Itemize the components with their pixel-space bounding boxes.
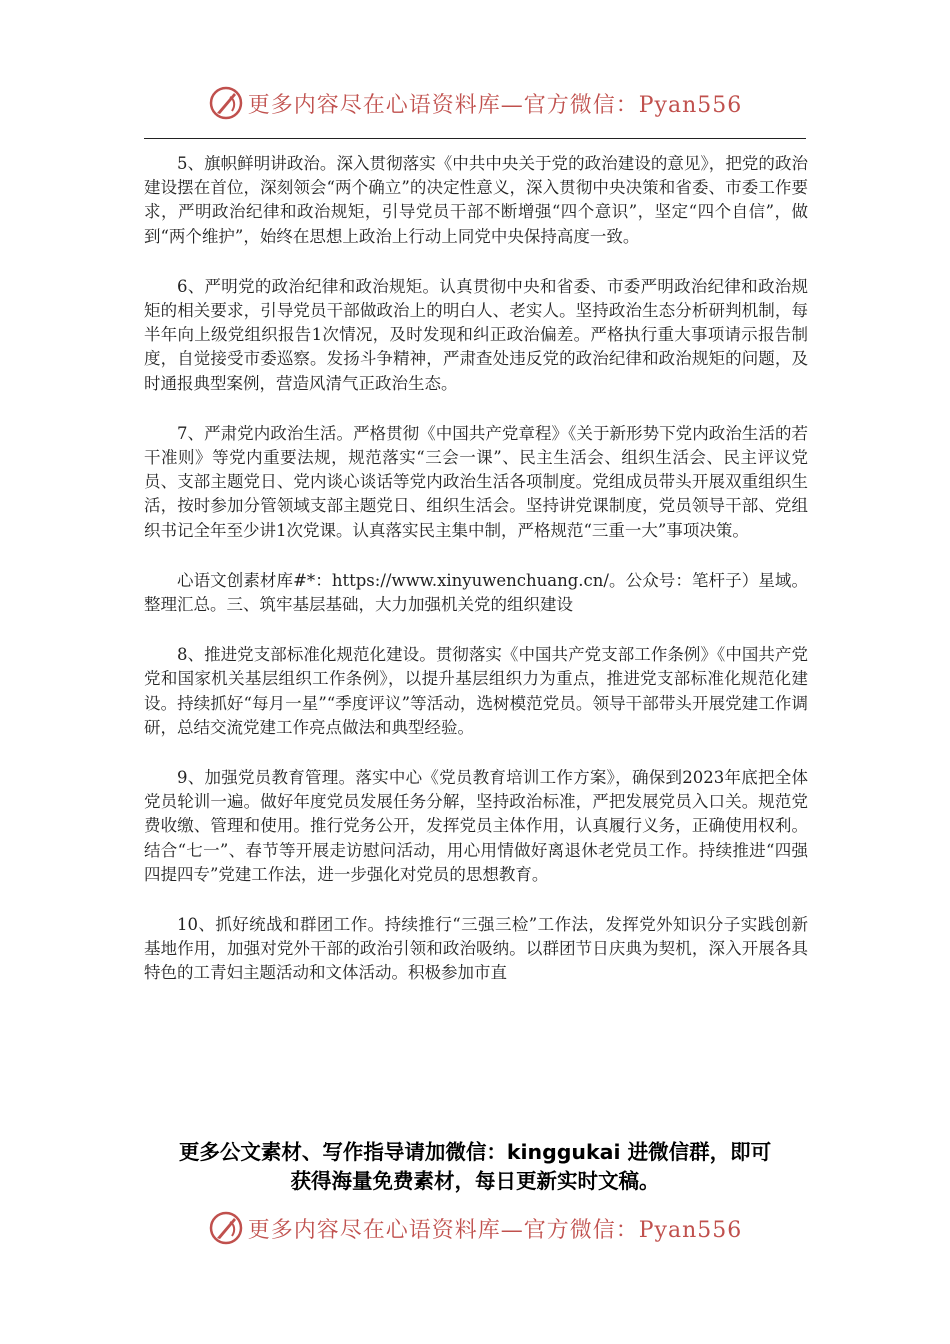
header-watermark (0, 83, 950, 123)
paragraph-9: 9、加强党员教育管理。落实中心《党员教育培训工作方案》，确保到2023年底把全体党员轮训一遍。做好年度党员发展任务分解，坚持政治标准，严把发展党员入口关。规范党费收缴、管理和使用。推行党务公开，发挥党员主体作用，认真履行义务，正确使用权利。结合“七一”、春节等开展走访慰问活动，用心用情做好离退休老党员工作。持续推进“四强四提四专”党建工作法，进一步强化对党员的思想教育。 (144, 768, 808, 884)
footer-promo (120, 1138, 830, 1196)
header-divider (144, 138, 806, 139)
paragraph-8: 8、推进党支部标准化规范化建设。贯彻落实《中国共产党支部工作条例》《中国共产党党和国家机关基层组织工作条例》，以提升基层组织力为重点，推进党支部标准化规范化建设。持续抓好“每月一星”“季度评议”等活动，选树模范党员。领导干部带头开展党建工作调研，总结交流党建工作亮点做法和典型经验。 (144, 645, 808, 737)
footer-line-2: 获得海量免费素材，每日更新实时文稿。 (290, 1169, 660, 1193)
footer-line-1: 更多公文素材、写作指导请加微信：kinggukai 进微信群，即可 (178, 1140, 772, 1164)
footer-banner-text: 更多内容尽在心语资料库—官方微信：Pyan556 (247, 1217, 743, 1243)
quill-logo-icon (208, 85, 244, 121)
document-body (144, 152, 808, 986)
paragraph-7: 7、严肃党内政治生活。严格贯彻《中国共产党章程》《关于新形势下党内政治生活的若干准则》等党内重要法规，规范落实“三会一课”、民主生活会、组织生活会、民主评议党员、支部主题党日、党内谈心谈话等党内政治生活各项制度。党组成员带头开展双重组织生活，按时参加分管领域支部主题党日、组织生活会。坚持讲党课制度，党员领导干部、党组织书记全年至少讲1次党课。认真落实民主集中制，严格规范“三重一大”事项决策。 (144, 423, 808, 540)
quill-logo-icon (208, 1210, 244, 1246)
source-note-paragraph: 心语文创素材库#*：https://www.xinyuwenchuang.cn/。公众号：笔杆子）星域。整理汇总。三、筑牢基层基础，大力加强机关党的组织建设 (144, 570, 808, 615)
header-banner-text: 更多内容尽在心语资料库—官方微信：Pyan556 (247, 92, 743, 118)
paragraph-6: 6、严明党的政治纪律和政治规矩。认真贯彻中央和省委、市委严明政治纪律和政治规矩的相关要求，引导党员干部做政治上的明白人、老实人。坚持政治生态分析研判机制，每半年向上级党组织报告1次情况，及时发现和纠正政治偏差。严格执行重大事项请示报告制度，自觉接受市委巡察。发扬斗争精神，严肃查处违反党的政治纪律和政治规矩的问题，及时通报典型案例，营造风清气正政治生态。 (144, 276, 808, 393)
footer-watermark (0, 1208, 950, 1248)
paragraph-5: 5、旗帜鲜明讲政治。深入贯彻落实《中共中央关于党的政治建设的意见》，把党的政治建设摆在首位，深刻领会“两个确立”的决定性意义，深入贯彻中央决策和省委、市委工作要求，严明政治纪律和政治规矩，引导党员干部不断增强“四个意识”，坚定“四个自信”，做到“两个维护”，始终在思想上政治上行动上同党中央保持高度一致。 (144, 154, 808, 246)
paragraph-10: 10、抓好统战和群团工作。持续推行“三强三检”工作法，发挥党外知识分子实践创新基地作用，加强对党外干部的政治引领和政治吸纳。以群团节日庆典为契机，深入开展各具特色的工青妇主题活动和文体活动。积极参加市直 (144, 915, 808, 983)
